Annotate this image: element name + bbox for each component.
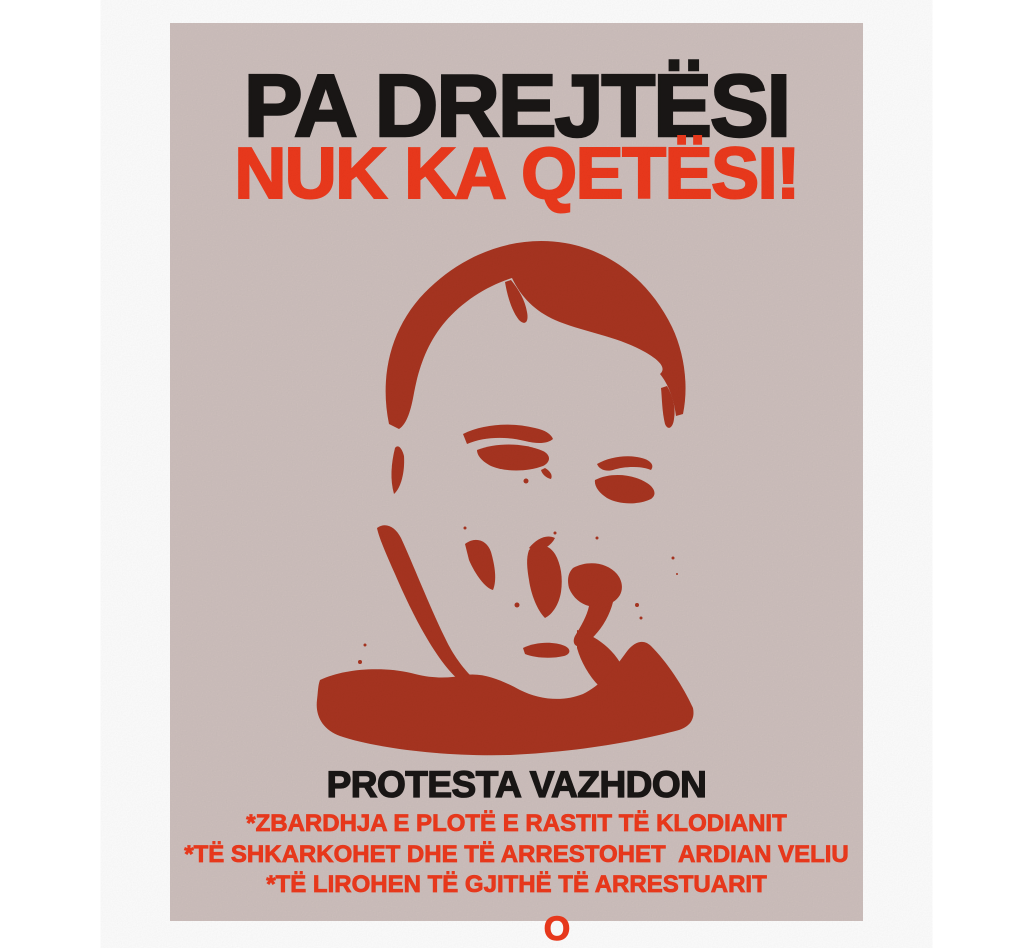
right-eye-shape — [595, 475, 655, 503]
sideburn-shape — [391, 446, 404, 494]
left-eyebrow-shape — [463, 425, 553, 444]
subheadline: PROTESTA VAZHDON — [326, 764, 707, 805]
nose-and-smile-shapes — [465, 536, 622, 646]
demand-line-3: *TË LIROHEN TË GJITHË TË ARRESTUARIT — [266, 871, 767, 898]
mouth-shape — [523, 643, 569, 658]
protest-poster — [170, 23, 863, 948]
stencil-portrait-image — [315, 238, 700, 758]
headline-line2: NUK KA QETËSI! — [234, 134, 799, 214]
left-cheek-shadow-shape — [377, 525, 471, 683]
shoulders-shape — [317, 642, 694, 755]
cutoff-bottom-letter: O — [543, 910, 571, 948]
demand-line-2: *TË SHKARKOHET DHE TË ARRESTOHET ARDIAN VELIU — [184, 840, 849, 868]
hair-shape — [386, 241, 686, 429]
demands-list — [170, 809, 863, 901]
right-eyebrow-shape — [597, 456, 652, 470]
left-eye-shape — [477, 444, 552, 483]
demand-line-1: *ZBARDHJA E PLOTË E RASTIT TË KLODIANIT — [246, 810, 787, 837]
headline-line1: PA DREJTËSI — [243, 56, 790, 155]
